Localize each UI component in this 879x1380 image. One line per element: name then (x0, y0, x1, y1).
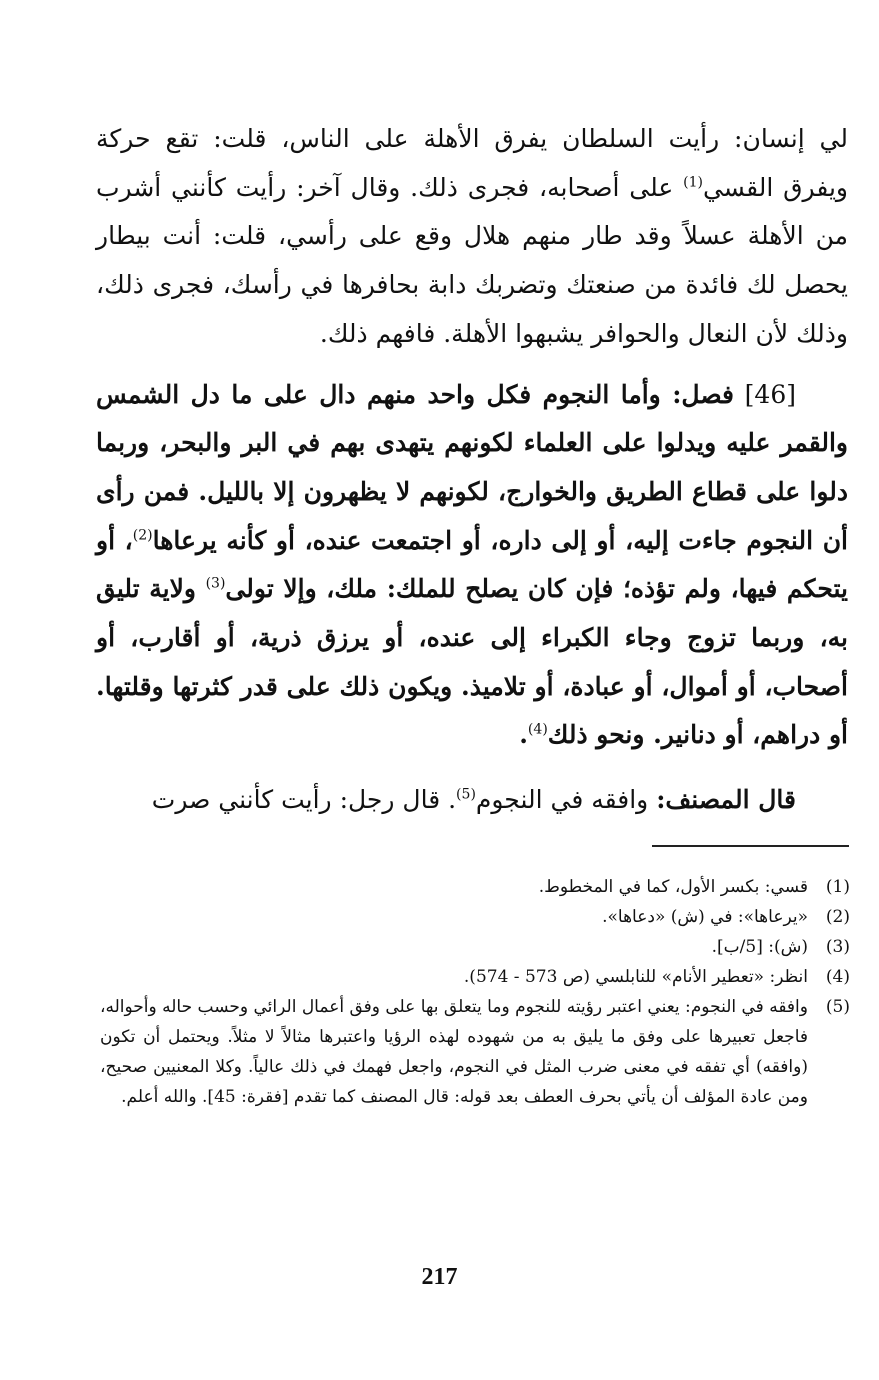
paragraph-46 (96, 371, 848, 761)
section-keyword: فصل: (672, 379, 734, 409)
footnote-item-3 (100, 932, 850, 962)
footnote-ref-4: (4) (527, 722, 548, 739)
footnote-ref-2: (2) (132, 527, 153, 544)
paragraph-1 (96, 115, 848, 359)
paragraph-1-text-a: لي إنسان: رأيت السلطان يفرق الأهلة على الناس، قلت: تقع حركة ويفرق القسي (96, 124, 848, 202)
footnote-item-5 (100, 992, 850, 1112)
footnote-separator (652, 845, 849, 847)
paragraph-3-text-a: وافقه في النجوم (475, 785, 657, 815)
footnote-marker: (2) (825, 907, 850, 927)
paragraph-number: [46] (733, 379, 796, 409)
footnote-text: انظر: «تعطير الأنام» للنابلسي (ص 573 - 574). (463, 967, 808, 987)
footnote-marker: (1) (825, 877, 850, 897)
paragraph-46-text-a: وأما النجوم فكل واحد منهم دال على ما دل الشمس والقمر عليه ويدلوا على العلماء لكونهم يتهدى بهم في البر والبحر، وربما دلوا على قطاع الطريق والخوارج، لكونهم لا يظهرون إلا بالليل. فمن رأى أن النجوم جاءت إليه، أو إلى داره، أو اجتمعت عنده، أو كأنه يرعاها (96, 379, 849, 555)
main-text (96, 115, 848, 825)
footnote-ref-5: (5) (456, 786, 476, 803)
footnote-ref-1: (1) (683, 174, 703, 191)
footnote-marker: (5) (825, 997, 850, 1017)
paragraph-1-text-b: على أصحابه، فجرى ذلك. وقال آخر: رأيت كأنني أشرب من الأهلة عسلاً وقد طار منهم هلال وقع على رأسي، قلت: أنت بيطار يحصل لك فائدة من صنعتك وتضربك دابة بحافرها في رأسك، فجرى ذلك، وذلك لأن النعال والحوافر يشبهوا الأهلة. فافهم ذلك. (96, 172, 848, 348)
footnote-text: (ش): [5/ب]. (711, 937, 808, 957)
footnote-item-2 (100, 902, 850, 932)
paragraph-46-text-d: . (519, 720, 528, 750)
footnote-text: «يرعاها»: في (ش) «دعاها». (602, 907, 808, 927)
paragraph-3 (96, 776, 848, 825)
author-keyword: قال المصنف: (656, 785, 796, 815)
footnote-ref-3: (3) (205, 576, 226, 592)
paragraph-46-text-b: ، أو يتحكم فيها، ولم تؤذه؛ فإن كان يصلح للملك: ملك، وإلا تولى (96, 525, 848, 604)
page-number: 217 (421, 1264, 458, 1290)
footnote-marker: (4) (825, 967, 850, 987)
footnote-item-4 (100, 962, 850, 992)
footnote-text: وافقه في النجوم: يعني اعتبر رؤيته للنجوم وما يتعلق بها على وفق أعمال الرائي وحسب حاله وأحواله، فاجعل تعبيرها على وفق ما يليق به من شهوده لهذه الرؤيا واعتبرها مثالاً لا مثلاً. ويحتمل أن تكون (وافقه) أي تفقه في معنى ضرب المثل في النجوم، واجعل فهمك في ذلك عالياً. وكلا المعنيين صحيح، ومن عادة المؤلف أن يأتي بحرف العطف بعد قوله: قال المصنف كما تقدم [فقرة: 45]. والله أعلم. (100, 997, 808, 1107)
footnote-marker: (3) (825, 937, 850, 957)
paragraph-3-text-b: . قال رجل: رأيت كأنني صرت (151, 785, 457, 815)
paragraph-46-text-c: ولاية تليق به، وربما تزوج وجاء الكبراء إلى عنده، أو يرزق ذرية، أو أقارب، أو أصحاب، أو أموال، أو عبادة، أو تلاميذ. ويكون ذلك على قدر كثرتها وقلتها. أو دراهم، أو دنانير. ونحو ذلك (96, 574, 848, 750)
footnotes (100, 872, 850, 1112)
footnote-text: قسي: بكسر الأول، كما في المخطوط. (538, 877, 808, 897)
footnote-item-1 (100, 872, 850, 902)
